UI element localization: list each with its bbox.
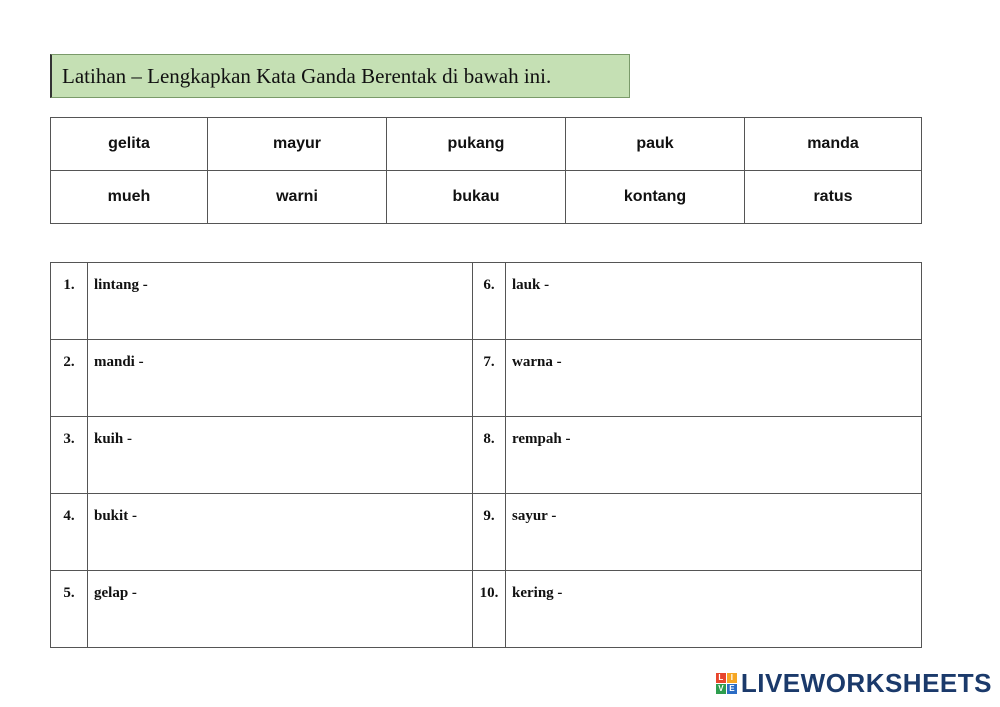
question-number: 1.: [51, 263, 88, 340]
answer-cell[interactable]: warna -: [506, 340, 922, 417]
liveworksheets-logo: [716, 668, 992, 699]
word-bank-cell: pukang: [387, 118, 566, 171]
question-number: 8.: [473, 417, 506, 494]
exercise-row: [51, 571, 922, 648]
word-bank-cell: gelita: [51, 118, 208, 171]
question-number: 7.: [473, 340, 506, 417]
question-number: 2.: [51, 340, 88, 417]
answer-cell[interactable]: gelap -: [88, 571, 473, 648]
logo-mark-letter: L: [716, 673, 726, 683]
word-bank-cell: mayur: [208, 118, 387, 171]
answer-cell[interactable]: lintang -: [88, 263, 473, 340]
word-bank-cell: manda: [745, 118, 922, 171]
word-bank-cell: pauk: [566, 118, 745, 171]
logo-text: LIVEWORKSHEETS: [740, 668, 992, 698]
answer-cell[interactable]: kuih -: [88, 417, 473, 494]
word-bank-cell: mueh: [51, 171, 208, 224]
exercise-row: [51, 494, 922, 571]
word-bank-row: [51, 118, 922, 171]
question-number: 10.: [473, 571, 506, 648]
word-bank-row: [51, 171, 922, 224]
answer-cell[interactable]: lauk -: [506, 263, 922, 340]
answer-cell[interactable]: rempah -: [506, 417, 922, 494]
answer-cell[interactable]: bukit -: [88, 494, 473, 571]
answer-cell[interactable]: sayur -: [506, 494, 922, 571]
exercise-table: [50, 262, 922, 648]
word-bank-cell: warni: [208, 171, 387, 224]
word-bank-table: [50, 117, 922, 224]
logo-mark-letter: V: [716, 684, 726, 694]
answer-cell[interactable]: kering -: [506, 571, 922, 648]
question-number: 3.: [51, 417, 88, 494]
logo-mark-icon: [716, 673, 737, 694]
question-number: 6.: [473, 263, 506, 340]
exercise-row: [51, 417, 922, 494]
word-bank-cell: bukau: [387, 171, 566, 224]
question-number: 5.: [51, 571, 88, 648]
word-bank-cell: ratus: [745, 171, 922, 224]
logo-mark-letter: E: [727, 684, 737, 694]
exercise-row: [51, 340, 922, 417]
exercise-row: [51, 263, 922, 340]
logo-mark-letter: I: [727, 673, 737, 683]
word-bank-cell: kontang: [566, 171, 745, 224]
question-number: 4.: [51, 494, 88, 571]
answer-cell[interactable]: mandi -: [88, 340, 473, 417]
exercise-title: Latihan – Lengkapkan Kata Ganda Berentak di bawah ini.: [50, 54, 630, 98]
question-number: 9.: [473, 494, 506, 571]
